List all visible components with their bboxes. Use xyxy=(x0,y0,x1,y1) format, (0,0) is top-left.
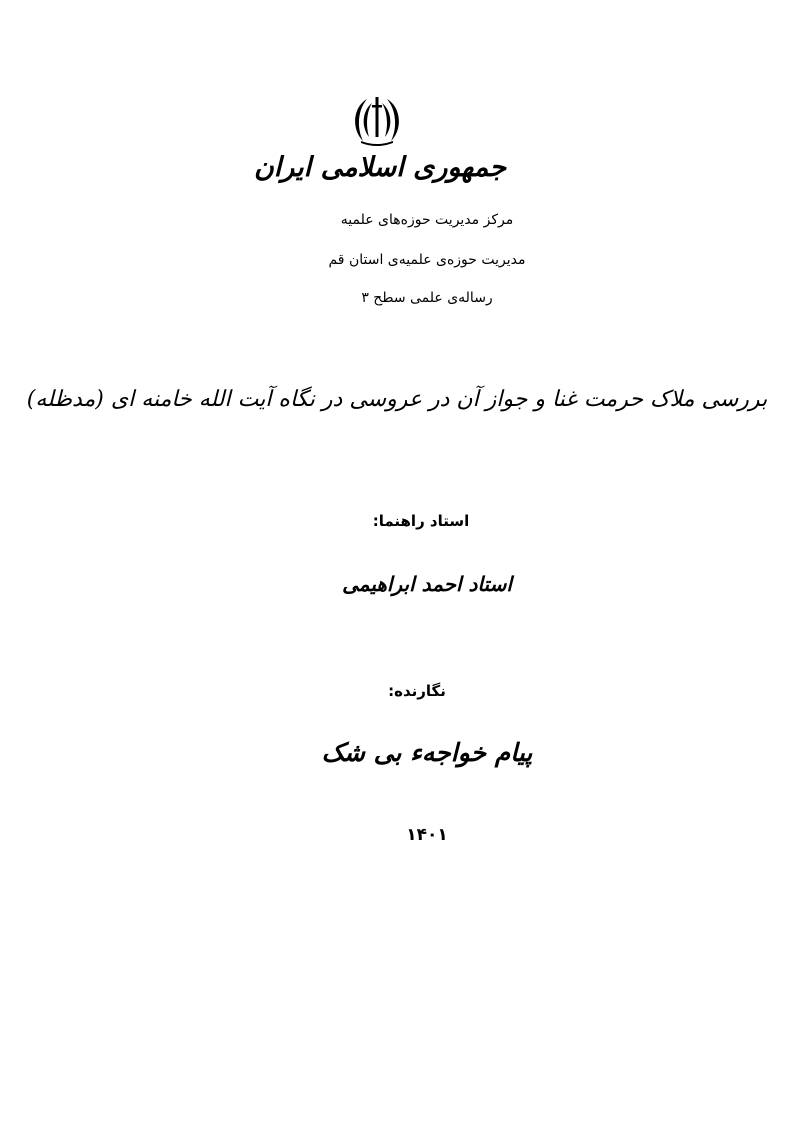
author-label: نگارنده: xyxy=(388,682,446,700)
advisor-name: استاد احمد ابراهیمی xyxy=(342,572,512,596)
emblem-of-iran-icon xyxy=(347,95,407,147)
org-line-qom-seminary-management: مدیریت حوزه‌ی علمیه‌ی استان قم xyxy=(328,252,526,268)
thesis-level: رساله‌ی علمی سطح ۳ xyxy=(361,290,493,306)
year: ۱۴۰۱ xyxy=(406,825,448,845)
advisor-label: استاد راهنما: xyxy=(372,512,470,530)
country-name: جمهوری اسلامی ایران xyxy=(253,152,507,183)
org-line-seminary-management-center: مرکز مدیریت حوزه‌های علمیه xyxy=(340,212,514,228)
author-name: پیام خواجه‌ء بی شک xyxy=(321,738,533,767)
thesis-title: بررسی ملاک حرمت غنا و جواز آن در عروسی در نگاه آیت الله خامنه ای (مدظله) xyxy=(26,387,768,412)
